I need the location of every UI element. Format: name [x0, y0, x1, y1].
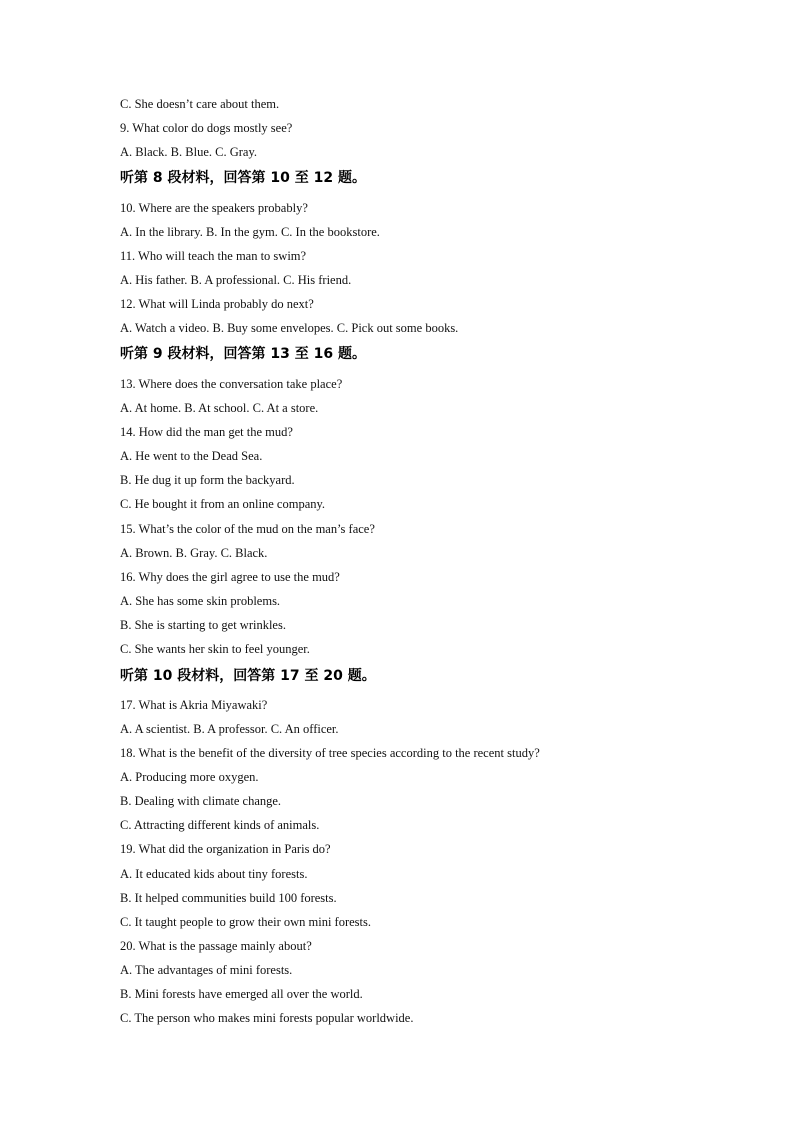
q12-options: A. Watch a video. B. Buy some envelopes. C. Pick out some books. — [120, 321, 459, 335]
section-heading-8: 听第 8 段材料，回答第 10 至 12 题。 — [120, 170, 366, 186]
q9-question: 9. What color do dogs mostly see? — [120, 121, 293, 135]
q8-option-c: C. She doesn’t care about them. — [120, 97, 280, 111]
section-heading-10: 听第 10 段材料，回答第 17 至 20 题。 — [120, 668, 376, 684]
q14-question: 14. How did the man get the mud? — [120, 425, 293, 439]
q19-question: 19. What did the organization in Paris do? — [120, 842, 331, 856]
q17-question: 17. What is Akria Miyawaki? — [120, 698, 268, 712]
q16-option-b: B. She is starting to get wrinkles. — [120, 618, 286, 632]
q19-option-b: B. It helped communities build 100 forests. — [120, 891, 337, 905]
q18-question: 18. What is the benefit of the diversity of tree species according to the recent study? — [120, 746, 540, 760]
q13-options: A. At home. B. At school. C. At a store. — [120, 401, 319, 415]
q19-option-a: A. It educated kids about tiny forests. — [120, 867, 308, 881]
q20-option-c: C. The person who makes mini forests popular worldwide. — [120, 1011, 414, 1025]
q16-option-a: A. She has some skin problems. — [120, 594, 281, 608]
q11-question: 11. Who will teach the man to swim? — [120, 249, 307, 263]
q10-question: 10. Where are the speakers probably? — [120, 201, 308, 215]
section-heading-9: 听第 9 段材料，回答第 13 至 16 题。 — [120, 346, 366, 362]
q20-question: 20. What is the passage mainly about? — [120, 939, 312, 953]
q15-options: A. Brown. B. Gray. C. Black. — [120, 546, 268, 560]
q9-options: A. Black. B. Blue. C. Gray. — [120, 145, 258, 159]
q12-question: 12. What will Linda probably do next? — [120, 297, 314, 311]
q19-option-c: C. It taught people to grow their own mini forests. — [120, 915, 372, 929]
q14-option-b: B. He dug it up form the backyard. — [120, 473, 295, 487]
q18-option-a: A. Producing more oxygen. — [120, 770, 259, 784]
q18-option-b: B. Dealing with climate change. — [120, 794, 282, 808]
q14-option-c: C. He bought it from an online company. — [120, 497, 326, 511]
q16-option-c: C. She wants her skin to feel younger. — [120, 642, 310, 656]
q20-option-b: B. Mini forests have emerged all over the world. — [120, 987, 363, 1001]
q18-option-c: C. Attracting different kinds of animals. — [120, 818, 320, 832]
q13-question: 13. Where does the conversation take place? — [120, 377, 343, 391]
q11-options: A. His father. B. A professional. C. His friend. — [120, 273, 352, 287]
q10-options: A. In the library. B. In the gym. C. In the bookstore. — [120, 225, 380, 239]
q20-option-a: A. The advantages of mini forests. — [120, 963, 293, 977]
q15-question: 15. What’s the color of the mud on the man’s face? — [120, 522, 375, 536]
q16-question: 16. Why does the girl agree to use the mud? — [120, 570, 340, 584]
q14-option-a: A. He went to the Dead Sea. — [120, 449, 263, 463]
q17-options: A. A scientist. B. A professor. C. An officer. — [120, 722, 339, 736]
